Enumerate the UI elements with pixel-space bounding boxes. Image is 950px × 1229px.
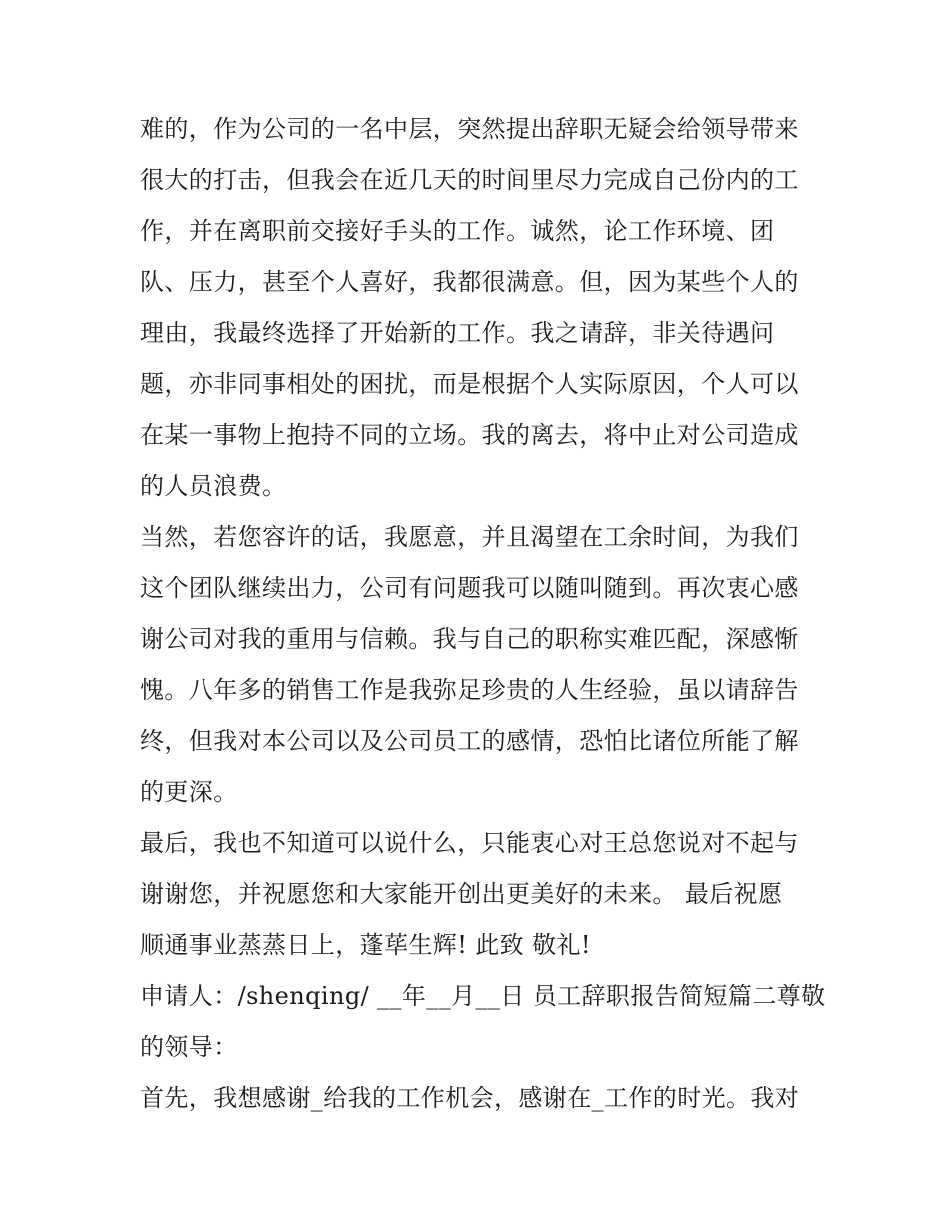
text-line: 愧。八年多的销售工作是我弥足珍贵的人生经验，虽以请辞告 bbox=[140, 676, 799, 704]
text-line: 当然，若您容许的话，我愿意，并且渴望在工余时间，为我们 bbox=[140, 523, 799, 551]
text-line: 谢谢您，并祝愿您和大家能开创出更美好的未来。 最后祝愿 bbox=[140, 880, 783, 908]
text-line: 这个团队继续出力，公司有问题我可以随叫随到。再次衷心感 bbox=[140, 574, 799, 602]
text-line: 难的，作为公司的一名中层，突然提出辞职无疑会给领导带来 bbox=[140, 115, 799, 143]
paragraph-resignation-reason bbox=[140, 104, 820, 512]
paragraph-offer-help bbox=[140, 512, 820, 818]
text-line: 队、压力，甚至个人喜好，我都很满意。但，因为某些个人的 bbox=[140, 268, 799, 296]
document-body bbox=[140, 104, 826, 1124]
text-line: 的领导： bbox=[140, 1033, 238, 1061]
text-line: 题，亦非同事相处的困扰，而是根据个人实际原因，个人可以 bbox=[140, 370, 799, 398]
text-line: 终，但我对本公司以及公司员工的感情，恐怕比诸位所能了解 bbox=[140, 727, 799, 755]
text-line: 的更深。 bbox=[140, 778, 238, 806]
paragraph-second-letter-start bbox=[140, 1073, 820, 1124]
text-line: 首先，我想感谢_给我的工作机会，感谢在_工作的时光。我对 bbox=[140, 1084, 800, 1112]
paragraph-signature bbox=[140, 971, 826, 1073]
text-line: 作，并在离职前交接好手头的工作。诚然，论工作环境、团 bbox=[140, 217, 775, 245]
text-line: 谢公司对我的重用与信赖。我与自己的职称实难匹配，深感惭 bbox=[140, 625, 799, 653]
text-line: 申请人：/shenqing/ __年__月__日 员工辞职报告简短篇二尊敬 bbox=[140, 982, 826, 1010]
text-line: 最后，我也不知道可以说什么，只能衷心对王总您说对不起与 bbox=[140, 829, 799, 857]
text-line: 的人员浪费。 bbox=[140, 472, 287, 500]
text-line: 顺通事业蒸蒸日上，蓬荜生辉! 此致 敬礼! bbox=[140, 931, 591, 959]
text-line: 很大的打击，但我会在近几天的时间里尽力完成自己份内的工 bbox=[140, 166, 799, 194]
paragraph-closing-wishes bbox=[140, 818, 820, 971]
text-line: 在某一事物上抱持不同的立场。我的离去，将中止对公司造成 bbox=[140, 421, 799, 449]
text-line: 理由，我最终选择了开始新的工作。我之请辞，非关待遇问 bbox=[140, 319, 775, 347]
